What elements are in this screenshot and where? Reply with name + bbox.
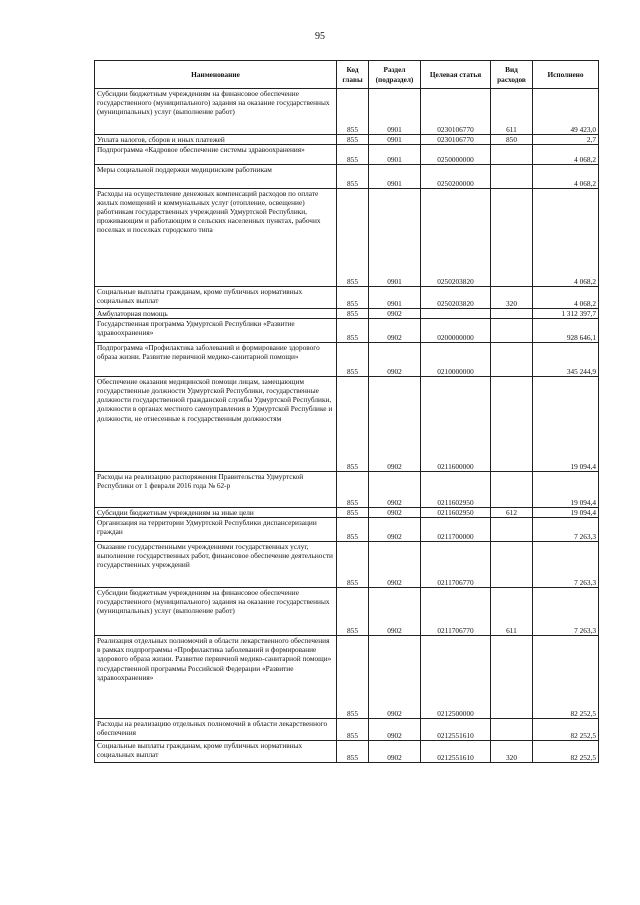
row-code: 855 [337,636,369,719]
row-amount: 4 068,2 [533,287,599,309]
row-target: 0212500000 [421,636,491,719]
row-amount: 7 263,3 [533,588,599,636]
row-code: 855 [337,472,369,508]
row-name: Подпрограмма «Кадровое обеспечение системы здравоохранения» [95,145,337,165]
row-target: 0212551610 [421,741,491,763]
row-section: 0902 [369,588,421,636]
row-type [491,319,533,343]
row-name: Социальные выплаты гражданам, кроме публичных нормативных социальных выплат [95,741,337,763]
row-name: Расходы на осуществление денежных компенсаций расходов по оплате жилых помещений и коммунальных услуг (отопление, освещение) работникам государственных учреждений Удмуртской Республики, проживающим и работающим в сельских населенных пунктах, рабочих поселках и поселках городского типа [95,189,337,287]
header-executed: Исполнено [533,61,599,89]
row-section: 0901 [369,89,421,135]
table-row [95,343,599,377]
row-target: 0211700000 [421,518,491,542]
row-name: Меры социальной поддержки медицинским работникам [95,165,337,189]
row-name: Социальные выплаты гражданам, кроме публичных нормативных социальных выплат [95,287,337,309]
row-target: 0211602950 [421,508,491,518]
row-section: 0901 [369,287,421,309]
row-code: 855 [337,189,369,287]
row-amount: 49 423,0 [533,89,599,135]
table-row [95,287,599,309]
row-target: 0211706770 [421,542,491,588]
row-section: 0902 [369,309,421,319]
row-name: Государственная программа Удмуртской Республики «Развитие здравоохранения» [95,319,337,343]
row-type [491,542,533,588]
table-row [95,636,599,719]
row-type: 611 [491,588,533,636]
row-section: 0902 [369,518,421,542]
row-type [491,145,533,165]
row-type [491,189,533,287]
table-row [95,145,599,165]
row-section: 0901 [369,135,421,145]
row-section: 0902 [369,508,421,518]
page-number: 95 [315,31,325,42]
row-target: 0211602950 [421,472,491,508]
row-code: 855 [337,319,369,343]
row-amount: 82 252,5 [533,719,599,741]
row-name: Расходы на реализацию распоряжения Правительства Удмуртской Республики от 1 февраля 2016 года № 62-р [95,472,337,508]
row-amount: 82 252,5 [533,636,599,719]
row-name: Субсидии бюджетным учреждениям на финансовое обеспечение государственного (муниципального) задания на оказание государственных (муниципальных) услуг (выполнение работ) [95,89,337,135]
row-section: 0902 [369,542,421,588]
table-row [95,165,599,189]
table-row [95,189,599,287]
table-row [95,472,599,508]
row-section: 0902 [369,472,421,508]
row-name: Расходы на реализацию отдельных полномочий в области лекарственного обеспечения [95,719,337,741]
row-section: 0902 [369,343,421,377]
row-section: 0902 [369,636,421,719]
row-amount: 4 068,2 [533,189,599,287]
table-row [95,542,599,588]
row-section: 0902 [369,377,421,472]
row-code: 855 [337,135,369,145]
row-target: 0250200000 [421,165,491,189]
row-target: 0250203820 [421,287,491,309]
table-row [95,89,599,135]
row-amount: 4 068,2 [533,145,599,165]
row-amount: 82 252,5 [533,741,599,763]
row-target: 0250203820 [421,189,491,287]
header-type: Вид расходов [491,61,533,89]
row-target: 0211706770 [421,588,491,636]
row-code: 855 [337,741,369,763]
row-code: 855 [337,377,369,472]
row-code: 855 [337,719,369,741]
row-amount: 19 094,4 [533,508,599,518]
table-row [95,309,599,319]
row-amount: 19 094,4 [533,472,599,508]
row-target: 0230106770 [421,89,491,135]
row-name: Реализация отдельных полномочий в области лекарственного обеспечения в рамках подпрограммы «Профилактика заболеваний и формирование здорового образа жизни. Развитие первичной медико-санитарной помощи» государственной программы Российской Федерации «Развитие здравоохранения» [95,636,337,719]
header-code: Код главы [337,61,369,89]
row-target: 0210000000 [421,343,491,377]
row-target [421,309,491,319]
row-type [491,165,533,189]
row-target: 0200000000 [421,319,491,343]
row-amount: 1 312 397,7 [533,309,599,319]
row-name: Обеспечение оказания медицинской помощи лицам, замещающим государственные должности Удмуртской Республики, государственные должности государственной гражданской службы Удмуртской Республики, должности в органах местного самоуправления в Удмуртской Республике и должности, не отнесенные к государственным должностям [95,377,337,472]
row-name: Организация на территории Удмуртской Республики диспансеризации граждан [95,518,337,542]
row-amount: 7 263,3 [533,542,599,588]
row-type [491,719,533,741]
row-code: 855 [337,508,369,518]
row-type [491,518,533,542]
row-section: 0901 [369,165,421,189]
row-name: Уплата налогов, сборов и иных платежей [95,135,337,145]
row-amount: 345 244,9 [533,343,599,377]
table-row [95,719,599,741]
row-code: 855 [337,309,369,319]
row-amount: 928 646,1 [533,319,599,343]
row-code: 855 [337,542,369,588]
row-target: 0211600000 [421,377,491,472]
row-amount: 7 263,3 [533,518,599,542]
row-type [491,309,533,319]
row-type: 320 [491,741,533,763]
row-name: Оказание государственными учреждениями государственных услуг, выполнение государственных работ, финансовое обеспечение деятельности государственных учреждений [95,542,337,588]
header-name: Наименование [95,61,337,89]
header-section: Раздел (подраздел) [369,61,421,89]
table-row [95,377,599,472]
row-code: 855 [337,89,369,135]
row-code: 855 [337,343,369,377]
row-target: 0230106770 [421,135,491,145]
table-row [95,319,599,343]
table-row [95,135,599,145]
header-target: Целевая статья [421,61,491,89]
row-type [491,377,533,472]
table-header-row [95,61,599,89]
row-type: 611 [491,89,533,135]
row-section: 0902 [369,719,421,741]
row-amount: 4 068,2 [533,165,599,189]
row-type: 320 [491,287,533,309]
row-amount: 2,7 [533,135,599,145]
row-name: Субсидии бюджетным учреждениям на иные цели [95,508,337,518]
row-name: Амбулаторная помощь [95,309,337,319]
row-code: 855 [337,588,369,636]
table-row [95,518,599,542]
row-name: Подпрограмма «Профилактика заболеваний и формирование здорового образа жизни. Развитие первичной медико-санитарной помощи» [95,343,337,377]
row-code: 855 [337,287,369,309]
row-type [491,343,533,377]
row-type [491,472,533,508]
row-target: 0212551610 [421,719,491,741]
row-amount: 19 094,4 [533,377,599,472]
row-name: Субсидии бюджетным учреждениям на финансовое обеспечение государственного (муниципального) задания на оказание государственных (муниципальных) услуг (выполнение работ) [95,588,337,636]
row-target: 0250000000 [421,145,491,165]
row-type: 850 [491,135,533,145]
row-type [491,636,533,719]
row-section: 0901 [369,145,421,165]
row-section: 0902 [369,319,421,343]
row-code: 855 [337,518,369,542]
row-section: 0902 [369,741,421,763]
table-row [95,741,599,763]
table-row [95,588,599,636]
row-code: 855 [337,165,369,189]
row-type: 612 [491,508,533,518]
row-code: 855 [337,145,369,165]
budget-table [94,60,599,763]
row-section: 0901 [369,189,421,287]
table-row [95,508,599,518]
